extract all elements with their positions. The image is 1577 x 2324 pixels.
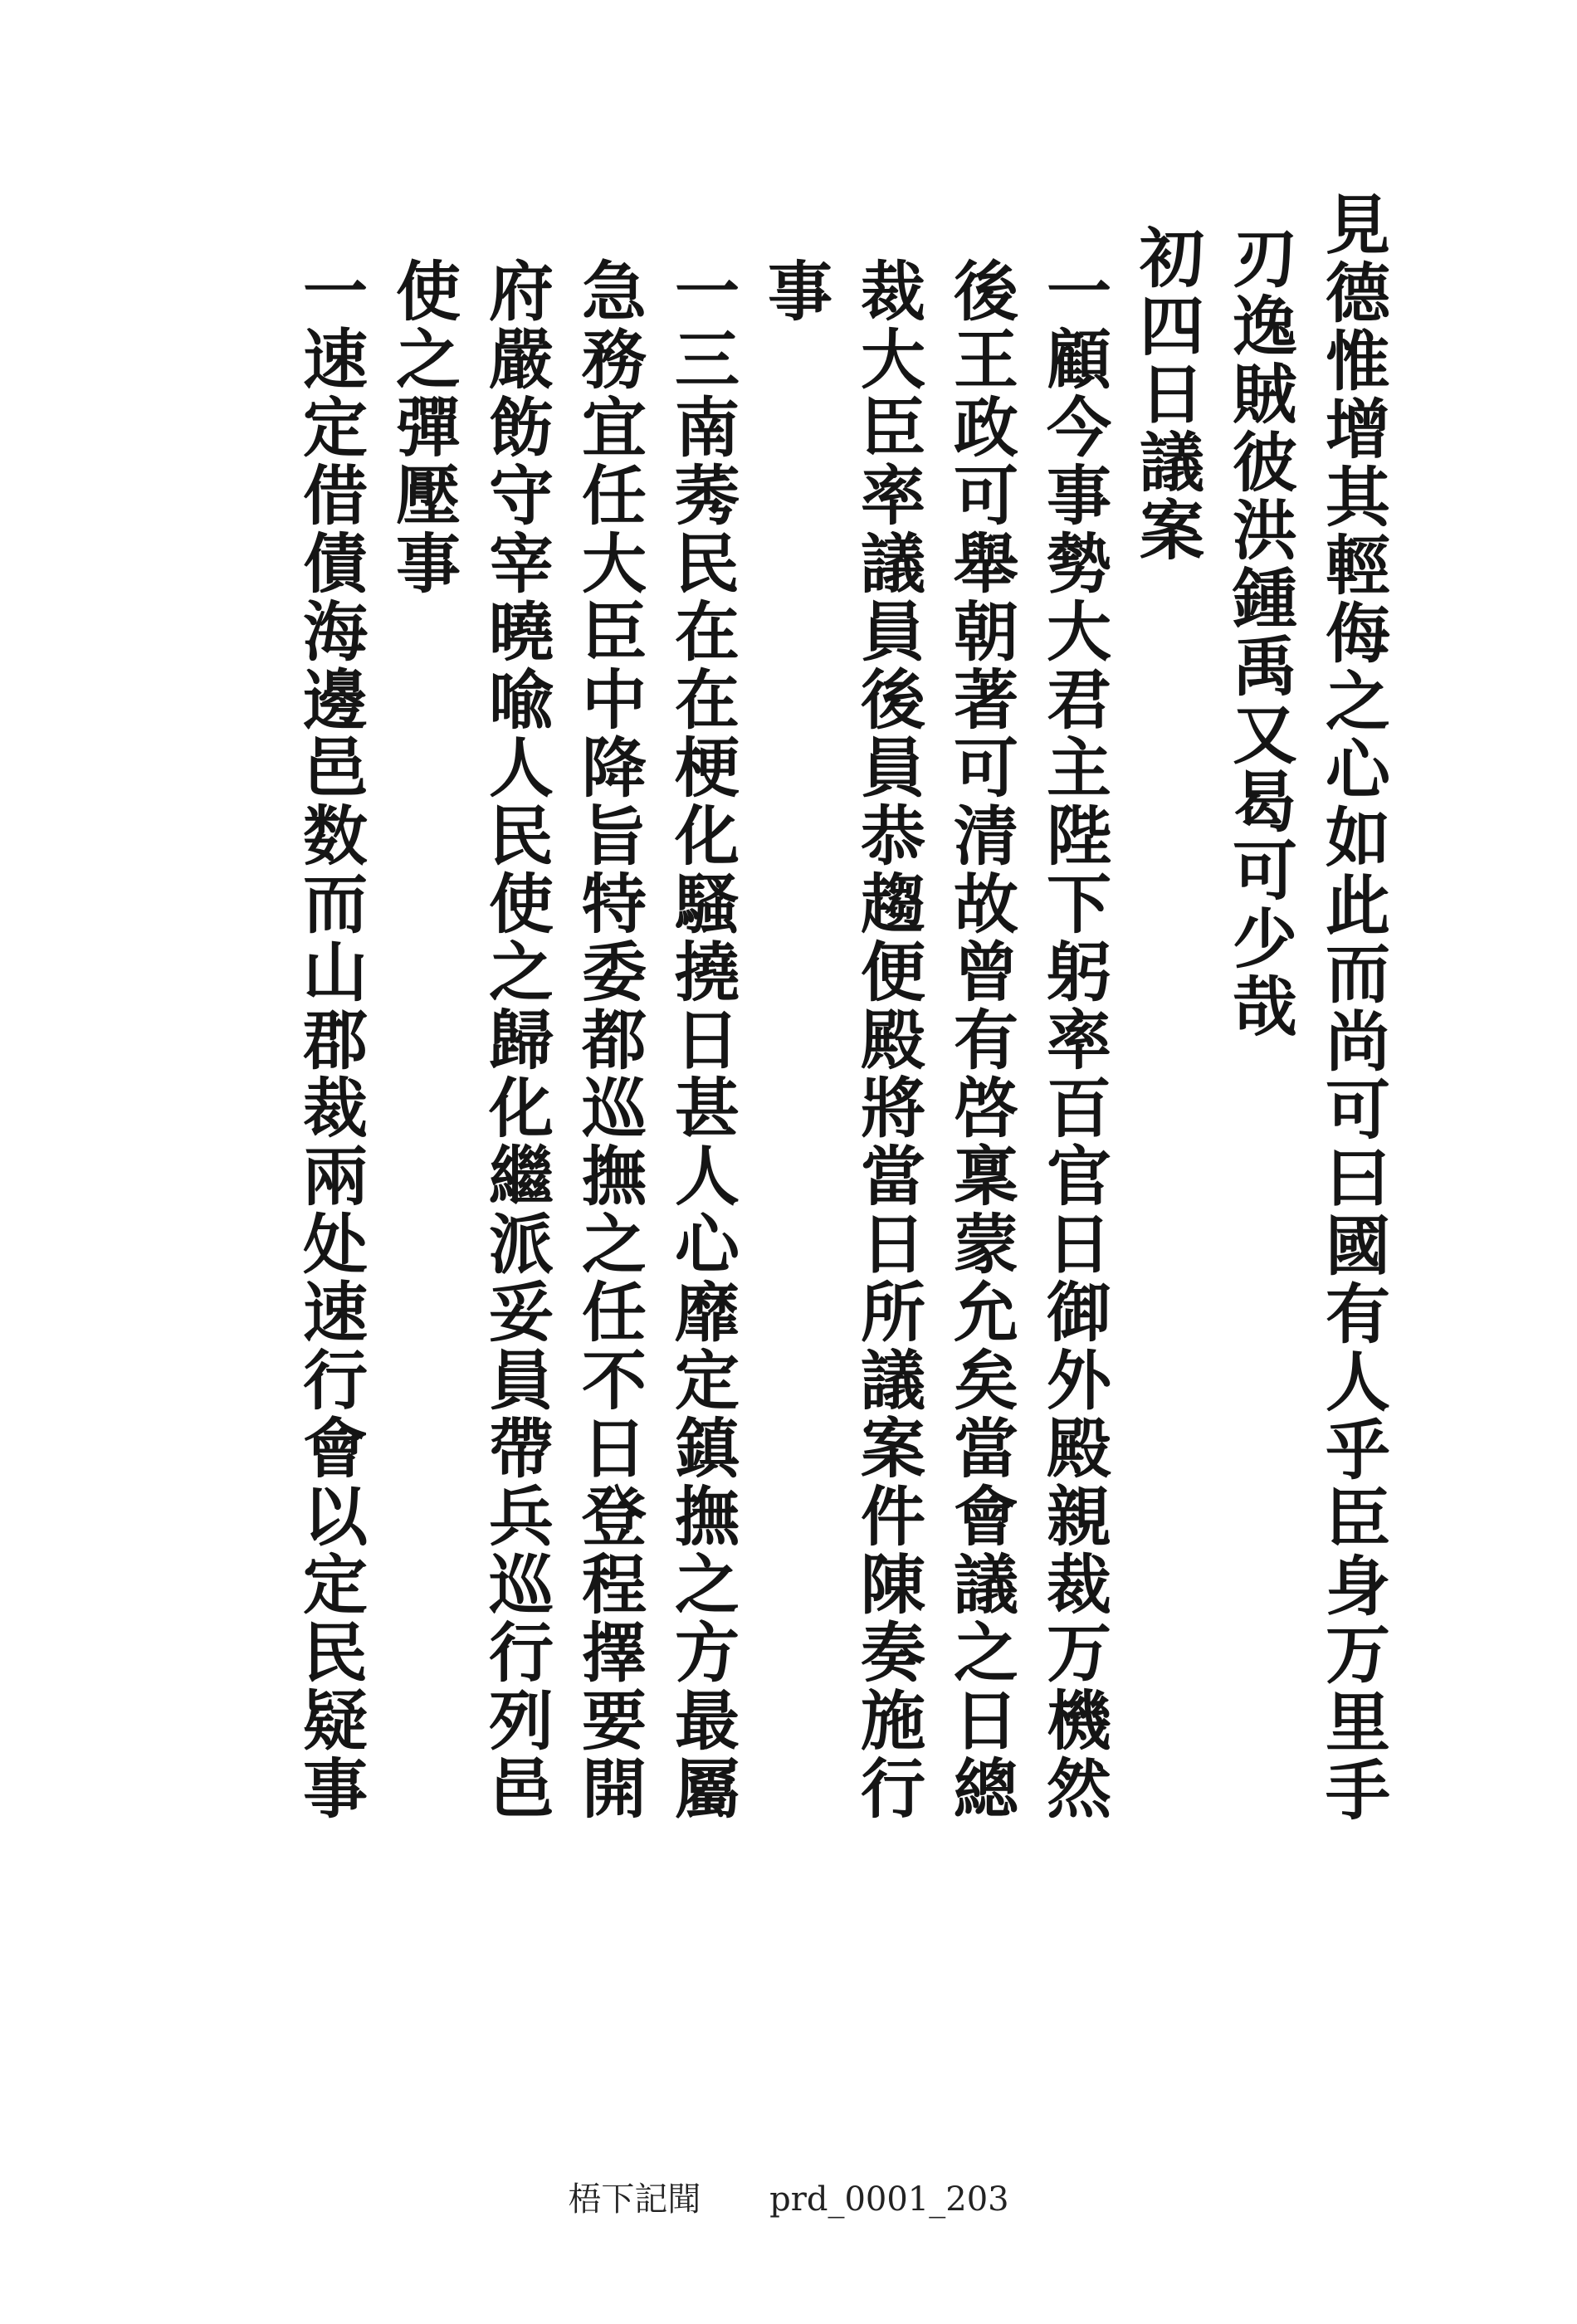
text-column-10: 府嚴飭守宰曉喩人民使之歸化繼派妥員帶兵巡行列邑: [478, 257, 554, 1823]
text-column-4: 一顧今事勢大君主陛下躬率百官日御外殿親裁万機然: [1036, 257, 1111, 1823]
text-column-3: 初四日議案: [1129, 224, 1204, 564]
page-footer: [0, 2173, 1577, 2220]
text-column-2: 刃逸賊彼洪鍾禹又曷可少哉: [1222, 224, 1297, 1041]
vertical-text-block: [292, 191, 1390, 1824]
text-column-8: 一三南莠民在在梗化騷撓日甚人心靡定鎮撫之方最屬: [664, 257, 740, 1823]
text-column-1: 見德惟增其輕侮之心如此而尚可曰國有人乎臣身万里手: [1315, 191, 1390, 1824]
text-column-5: 後王政可舉朝著可清故曾有啓稟蒙允矣當會議之日總: [943, 257, 1018, 1823]
text-column-9: 急務宜任大臣中降旨特委都巡撫之任不日登程擇要開: [571, 257, 647, 1823]
footer-page-id: prd_0001_203: [769, 2180, 1009, 2219]
text-column-11: 使之彈壓事: [385, 257, 461, 598]
text-column-12: 一速定借債海邊邑数而山郡裁兩处速行會以定民疑事: [292, 257, 368, 1823]
footer-book-title: 梧下記聞: [568, 2180, 701, 2219]
text-column-6: 裁大臣率議員後員恭趨便殿將當日所議案件陳奏施行: [850, 257, 925, 1823]
text-column-7: 事: [757, 257, 832, 325]
